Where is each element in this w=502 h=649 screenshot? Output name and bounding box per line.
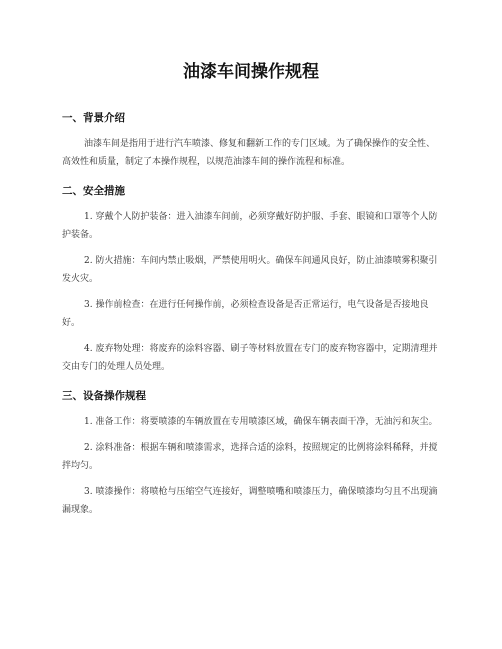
section-heading: 一、背景介绍 (62, 112, 125, 124)
paragraph: 油漆车间是指用于进行汽车喷漆、修复和翻新工作的专门区域。为了确保操作的安全性、高效性和质量，制定了本操作规程，以规范油漆车间的操作流程和标准。 (62, 139, 436, 167)
paragraph: 1. 准备工作：将要喷漆的车辆放置在专用喷漆区域，确保车辆表面干净，无油污和灰尘。 (84, 417, 438, 427)
section-heading: 三、设备操作规程 (62, 390, 146, 402)
paragraph: 1. 穿戴个人防护装备：进入油漆车间前，必须穿戴好防护服、手套、眼镜和口罩等个人防护装备。 (62, 212, 438, 240)
paragraph: 2. 防火措施：车间内禁止吸烟，严禁使用明火。确保车间通风良好，防止油漆喷雾积聚引发火灾。 (62, 256, 438, 284)
section-equipment-operation (62, 388, 440, 519)
paragraph: 3. 喷漆操作：将喷枪与压缩空气连接好，调整喷嘴和喷漆压力，确保喷漆均匀且不出现滴漏现象。 (62, 487, 438, 515)
section-safety-measures (62, 183, 440, 376)
paragraph: 3. 操作前检查：在进行任何操作前，必须检查设备是否正常运行，电气设备是否接地良好。 (62, 300, 429, 328)
document-title: 油漆车间操作规程 (183, 62, 319, 82)
paragraph: 4. 废弃物处理：将废弃的涂料容器、刷子等材料放置在专门的废弃物容器中，定期清理并交由专门的处理人员处理。 (62, 344, 438, 372)
section-background (62, 110, 440, 171)
section-heading: 二、安全措施 (62, 185, 125, 197)
paragraph: 2. 涂料准备：根据车辆和喷漆需求，选择合适的涂料，按照规定的比例将涂料稀释，并搅拌均匀。 (62, 443, 438, 471)
